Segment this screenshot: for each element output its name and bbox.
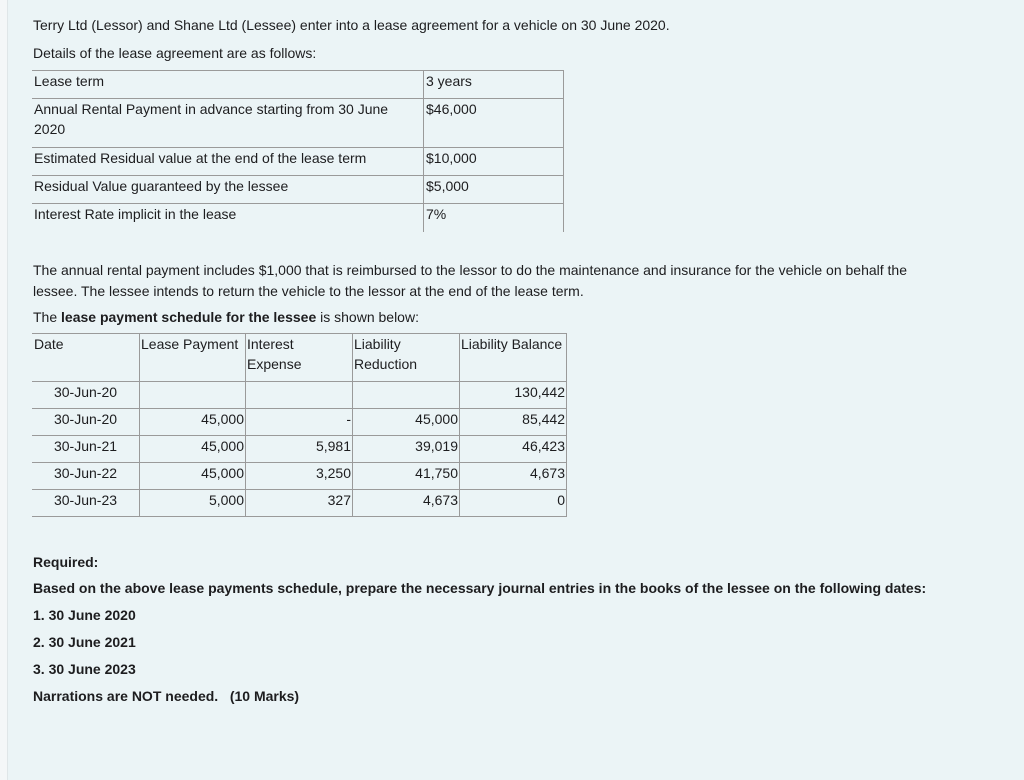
table-row xyxy=(32,176,564,204)
intro-line-1: Terry Ltd (Lessor) and Shane Ltd (Lessee) enter into a lease agreement for a vehicle on 30 June 2020. xyxy=(33,17,670,33)
lease-payment-schedule-table xyxy=(32,333,567,517)
cell-liability-reduction: 45,000 xyxy=(353,409,460,436)
required-item-1: 1. 30 June 2020 xyxy=(33,607,136,623)
header-liability-balance: Liability Balance xyxy=(460,334,567,382)
cell-interest-expense xyxy=(246,382,353,409)
cell-lease-payment: 5,000 xyxy=(140,490,246,517)
header-lease-payment: Lease Payment xyxy=(140,334,246,382)
table-row xyxy=(32,490,567,517)
header-date: Date xyxy=(32,334,140,382)
cell-liability-balance: 85,442 xyxy=(460,409,567,436)
table-row xyxy=(32,382,567,409)
cell-liability-balance: 46,423 xyxy=(460,436,567,463)
cell-date: 30-Jun-20 xyxy=(32,409,140,436)
cell-interest-expense: 3,250 xyxy=(246,463,353,490)
header-interest-expense: Interest Expense xyxy=(246,334,353,382)
cell-lease-payment xyxy=(140,382,246,409)
intro-line-2: Details of the lease agreement are as follows: xyxy=(33,45,317,61)
detail-label: Estimated Residual value at the end of the lease term xyxy=(32,148,424,176)
schedule-intro-post: is shown below: xyxy=(316,309,419,325)
required-item-2: 2. 30 June 2021 xyxy=(33,634,136,650)
cell-interest-expense: - xyxy=(246,409,353,436)
table-row xyxy=(32,436,567,463)
cell-liability-reduction: 41,750 xyxy=(353,463,460,490)
table-row xyxy=(32,99,564,148)
cell-interest-expense: 5,981 xyxy=(246,436,353,463)
question-panel xyxy=(7,0,1024,780)
required-instruction: Based on the above lease payments schedule, prepare the necessary journal entries in the books of the lessee on the following dates: xyxy=(33,580,927,596)
table-header-row xyxy=(32,334,567,382)
detail-label: Interest Rate implicit in the lease xyxy=(32,204,424,232)
table-row xyxy=(32,71,564,99)
table-row xyxy=(32,463,567,490)
detail-value: $5,000 xyxy=(424,176,564,204)
detail-label: Residual Value guaranteed by the lessee xyxy=(32,176,424,204)
schedule-intro-bold: lease payment schedule for the lessee xyxy=(61,309,317,325)
schedule-intro xyxy=(33,307,419,327)
cell-lease-payment: 45,000 xyxy=(140,436,246,463)
cell-liability-balance: 4,673 xyxy=(460,463,567,490)
cell-lease-payment: 45,000 xyxy=(140,463,246,490)
cell-lease-payment: 45,000 xyxy=(140,409,246,436)
marks-text: (10 Marks) xyxy=(229,688,300,704)
detail-value: $46,000 xyxy=(424,99,564,148)
detail-label: Lease term xyxy=(32,71,424,99)
cell-liability-balance: 130,442 xyxy=(460,382,567,409)
detail-label: Annual Rental Payment in advance starting from 30 June 2020 xyxy=(32,99,424,148)
cell-date: 30-Jun-23 xyxy=(32,490,140,517)
detail-value: 7% xyxy=(424,204,564,232)
cell-interest-expense: 327 xyxy=(246,490,353,517)
lease-details-table xyxy=(32,70,564,232)
required-heading: Required: xyxy=(33,554,99,570)
header-liability-reduction: Liability Reduction xyxy=(353,334,460,382)
required-note xyxy=(33,686,299,706)
required-item-3: 3. 30 June 2023 xyxy=(33,661,136,677)
detail-value: 3 years xyxy=(424,71,564,99)
cell-liability-reduction: 39,019 xyxy=(353,436,460,463)
paragraph-line-2: lessee. The lessee intends to return the vehicle to the lessor at the end of the lease term. xyxy=(33,283,584,299)
cell-date: 30-Jun-22 xyxy=(32,463,140,490)
table-row xyxy=(32,409,567,436)
table-row xyxy=(32,204,564,232)
schedule-intro-pre: The xyxy=(33,309,62,325)
table-row xyxy=(32,148,564,176)
cell-date: 30-Jun-21 xyxy=(32,436,140,463)
detail-value: $10,000 xyxy=(424,148,564,176)
cell-liability-reduction xyxy=(353,382,460,409)
cell-date: 30-Jun-20 xyxy=(32,382,140,409)
cell-liability-reduction: 4,673 xyxy=(353,490,460,517)
paragraph-line-1: The annual rental payment includes $1,000 that is reimbursed to the lessor to do the maintenance and insurance for the vehicle on behalf the xyxy=(33,262,907,278)
cell-liability-balance: 0 xyxy=(460,490,567,517)
note-text: Narrations are NOT needed. xyxy=(33,688,219,704)
